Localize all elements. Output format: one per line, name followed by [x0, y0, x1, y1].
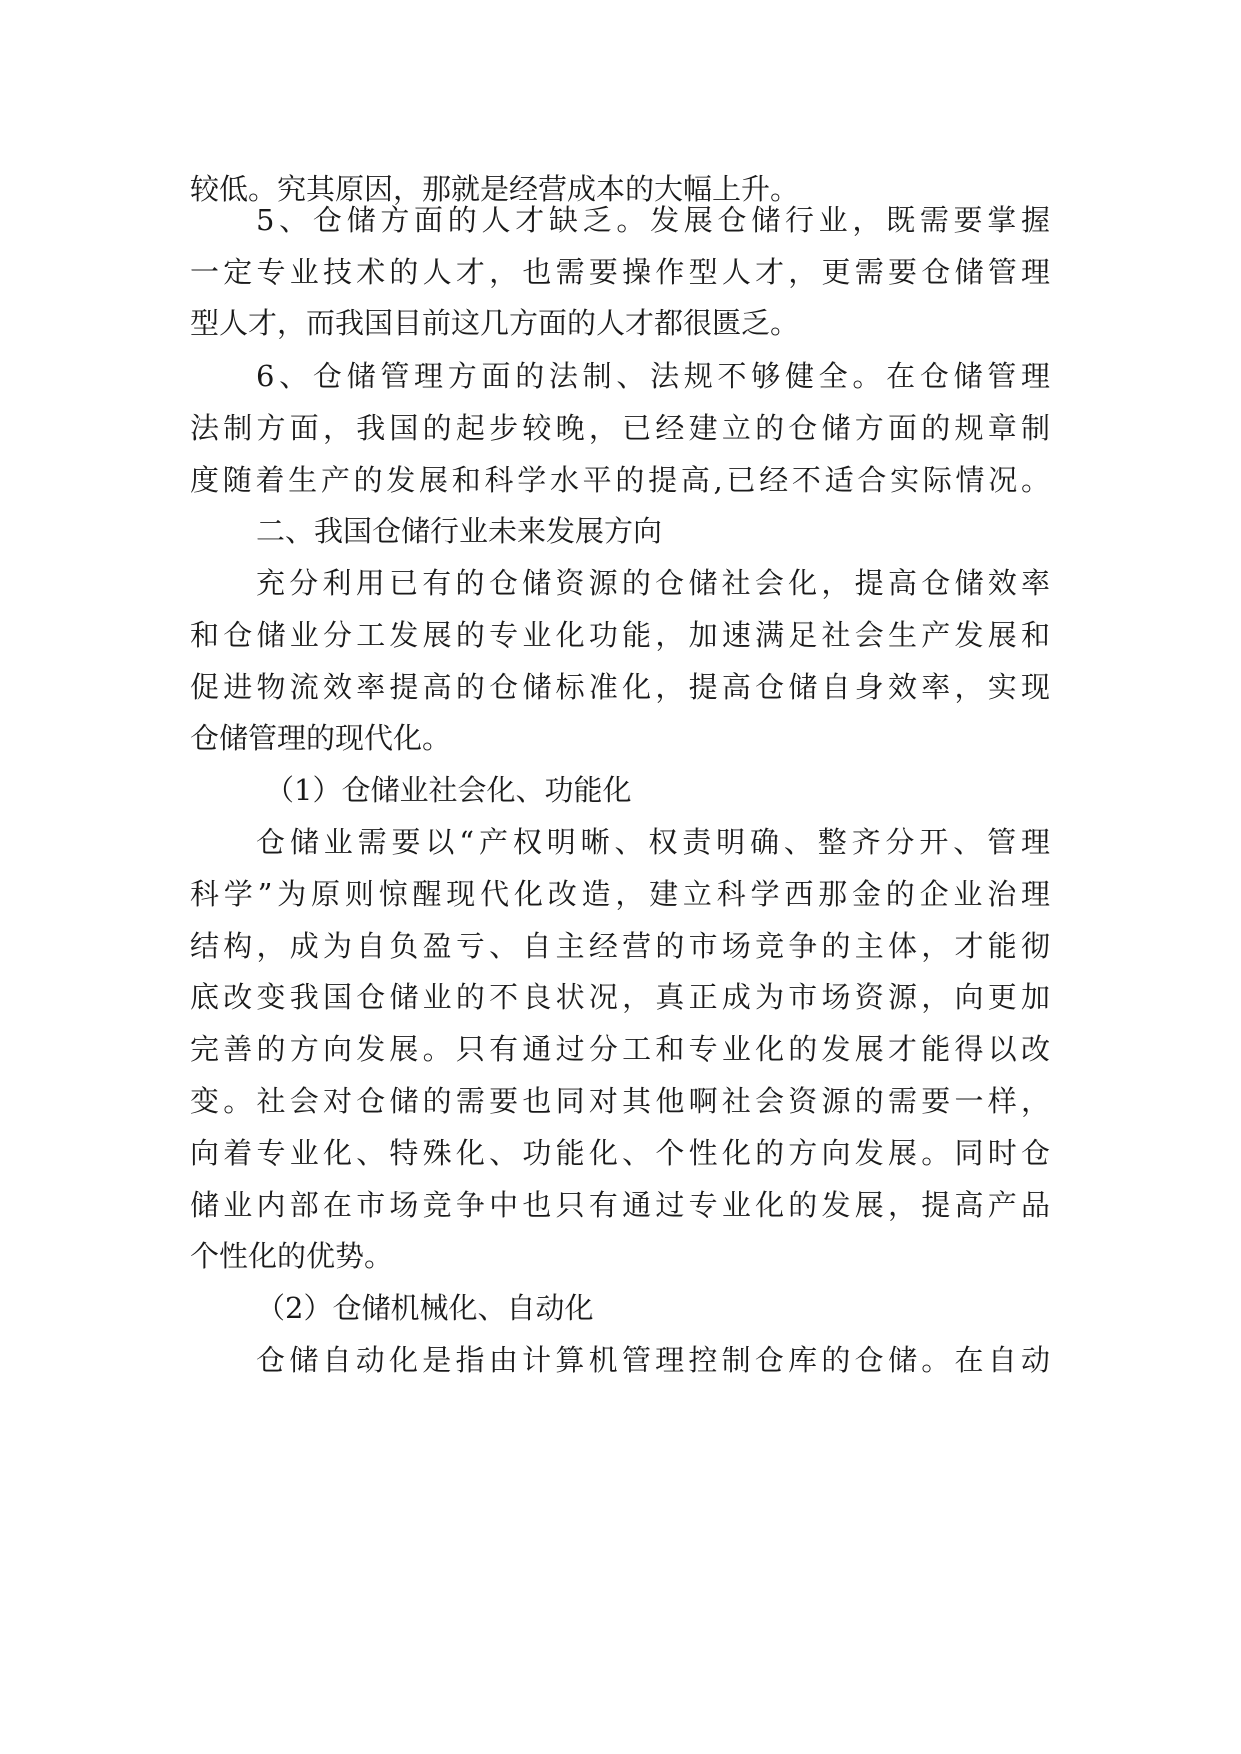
- subsection-heading: （1）仓储业社会化、功能化: [265, 773, 632, 807]
- text-line: 完善的方向发展。只有通过分工和专业化的发展才能得以改: [190, 1032, 1050, 1066]
- text-line: 向着专业化、特殊化、功能化、个性化的方向发展。同时仓: [190, 1136, 1050, 1170]
- text-line: 较低。究其原因，那就是经营成本的大幅上升。: [190, 172, 800, 206]
- text-line: 5、仓储方面的人才缺乏。发展仓储行业，既需要掌握: [256, 203, 1050, 237]
- subsection-heading: （2）仓储机械化、自动化: [256, 1291, 594, 1325]
- text-line: 一定专业技术的人才，也需要操作型人才，更需要仓储管理: [190, 255, 1050, 289]
- text-line: 科学”为原则惊醒现代化改造，建立科学西那金的企业治理: [190, 877, 1050, 911]
- text-line: 法制方面，我国的起步较晚，已经建立的仓储方面的规章制: [190, 411, 1050, 445]
- text-line: 仓储业需要以“产权明晰、权责明确、整齐分开、管理: [256, 825, 1050, 859]
- text-line: 充分利用已有的仓储资源的仓储社会化，提高仓储效率: [256, 566, 1050, 600]
- text-line: 结构，成为自负盈亏、自主经营的市场竞争的主体，才能彻: [190, 929, 1050, 963]
- text-line: 度随着生产的发展和科学水平的提高,已经不适合实际情况。: [190, 463, 1050, 497]
- text-line: 仓储自动化是指由计算机管理控制仓库的仓储。在自动: [256, 1343, 1050, 1377]
- section-heading: 二、我国仓储行业未来发展方向: [256, 514, 663, 548]
- text-line: 底改变我国仓储业的不良状况，真正成为市场资源，向更加: [190, 980, 1050, 1014]
- text-line: 和仓储业分工发展的专业化功能，加速满足社会生产发展和: [190, 618, 1050, 652]
- text-line: 储业内部在市场竞争中也只有通过专业化的发展，提高产品: [190, 1188, 1050, 1222]
- text-line: 仓储管理的现代化。: [190, 721, 452, 755]
- text-line: 型人才，而我国目前这几方面的人才都很匮乏。: [190, 306, 800, 340]
- text-line: 变。社会对仓储的需要也同对其他啊社会资源的需要一样，: [190, 1084, 1050, 1118]
- text-line: 6、仓储管理方面的法制、法规不够健全。在仓储管理: [256, 359, 1050, 393]
- text-line: 促进物流效率提高的仓储标准化，提高仓储自身效率，实现: [190, 670, 1050, 704]
- text-line: 个性化的优势。: [190, 1239, 394, 1273]
